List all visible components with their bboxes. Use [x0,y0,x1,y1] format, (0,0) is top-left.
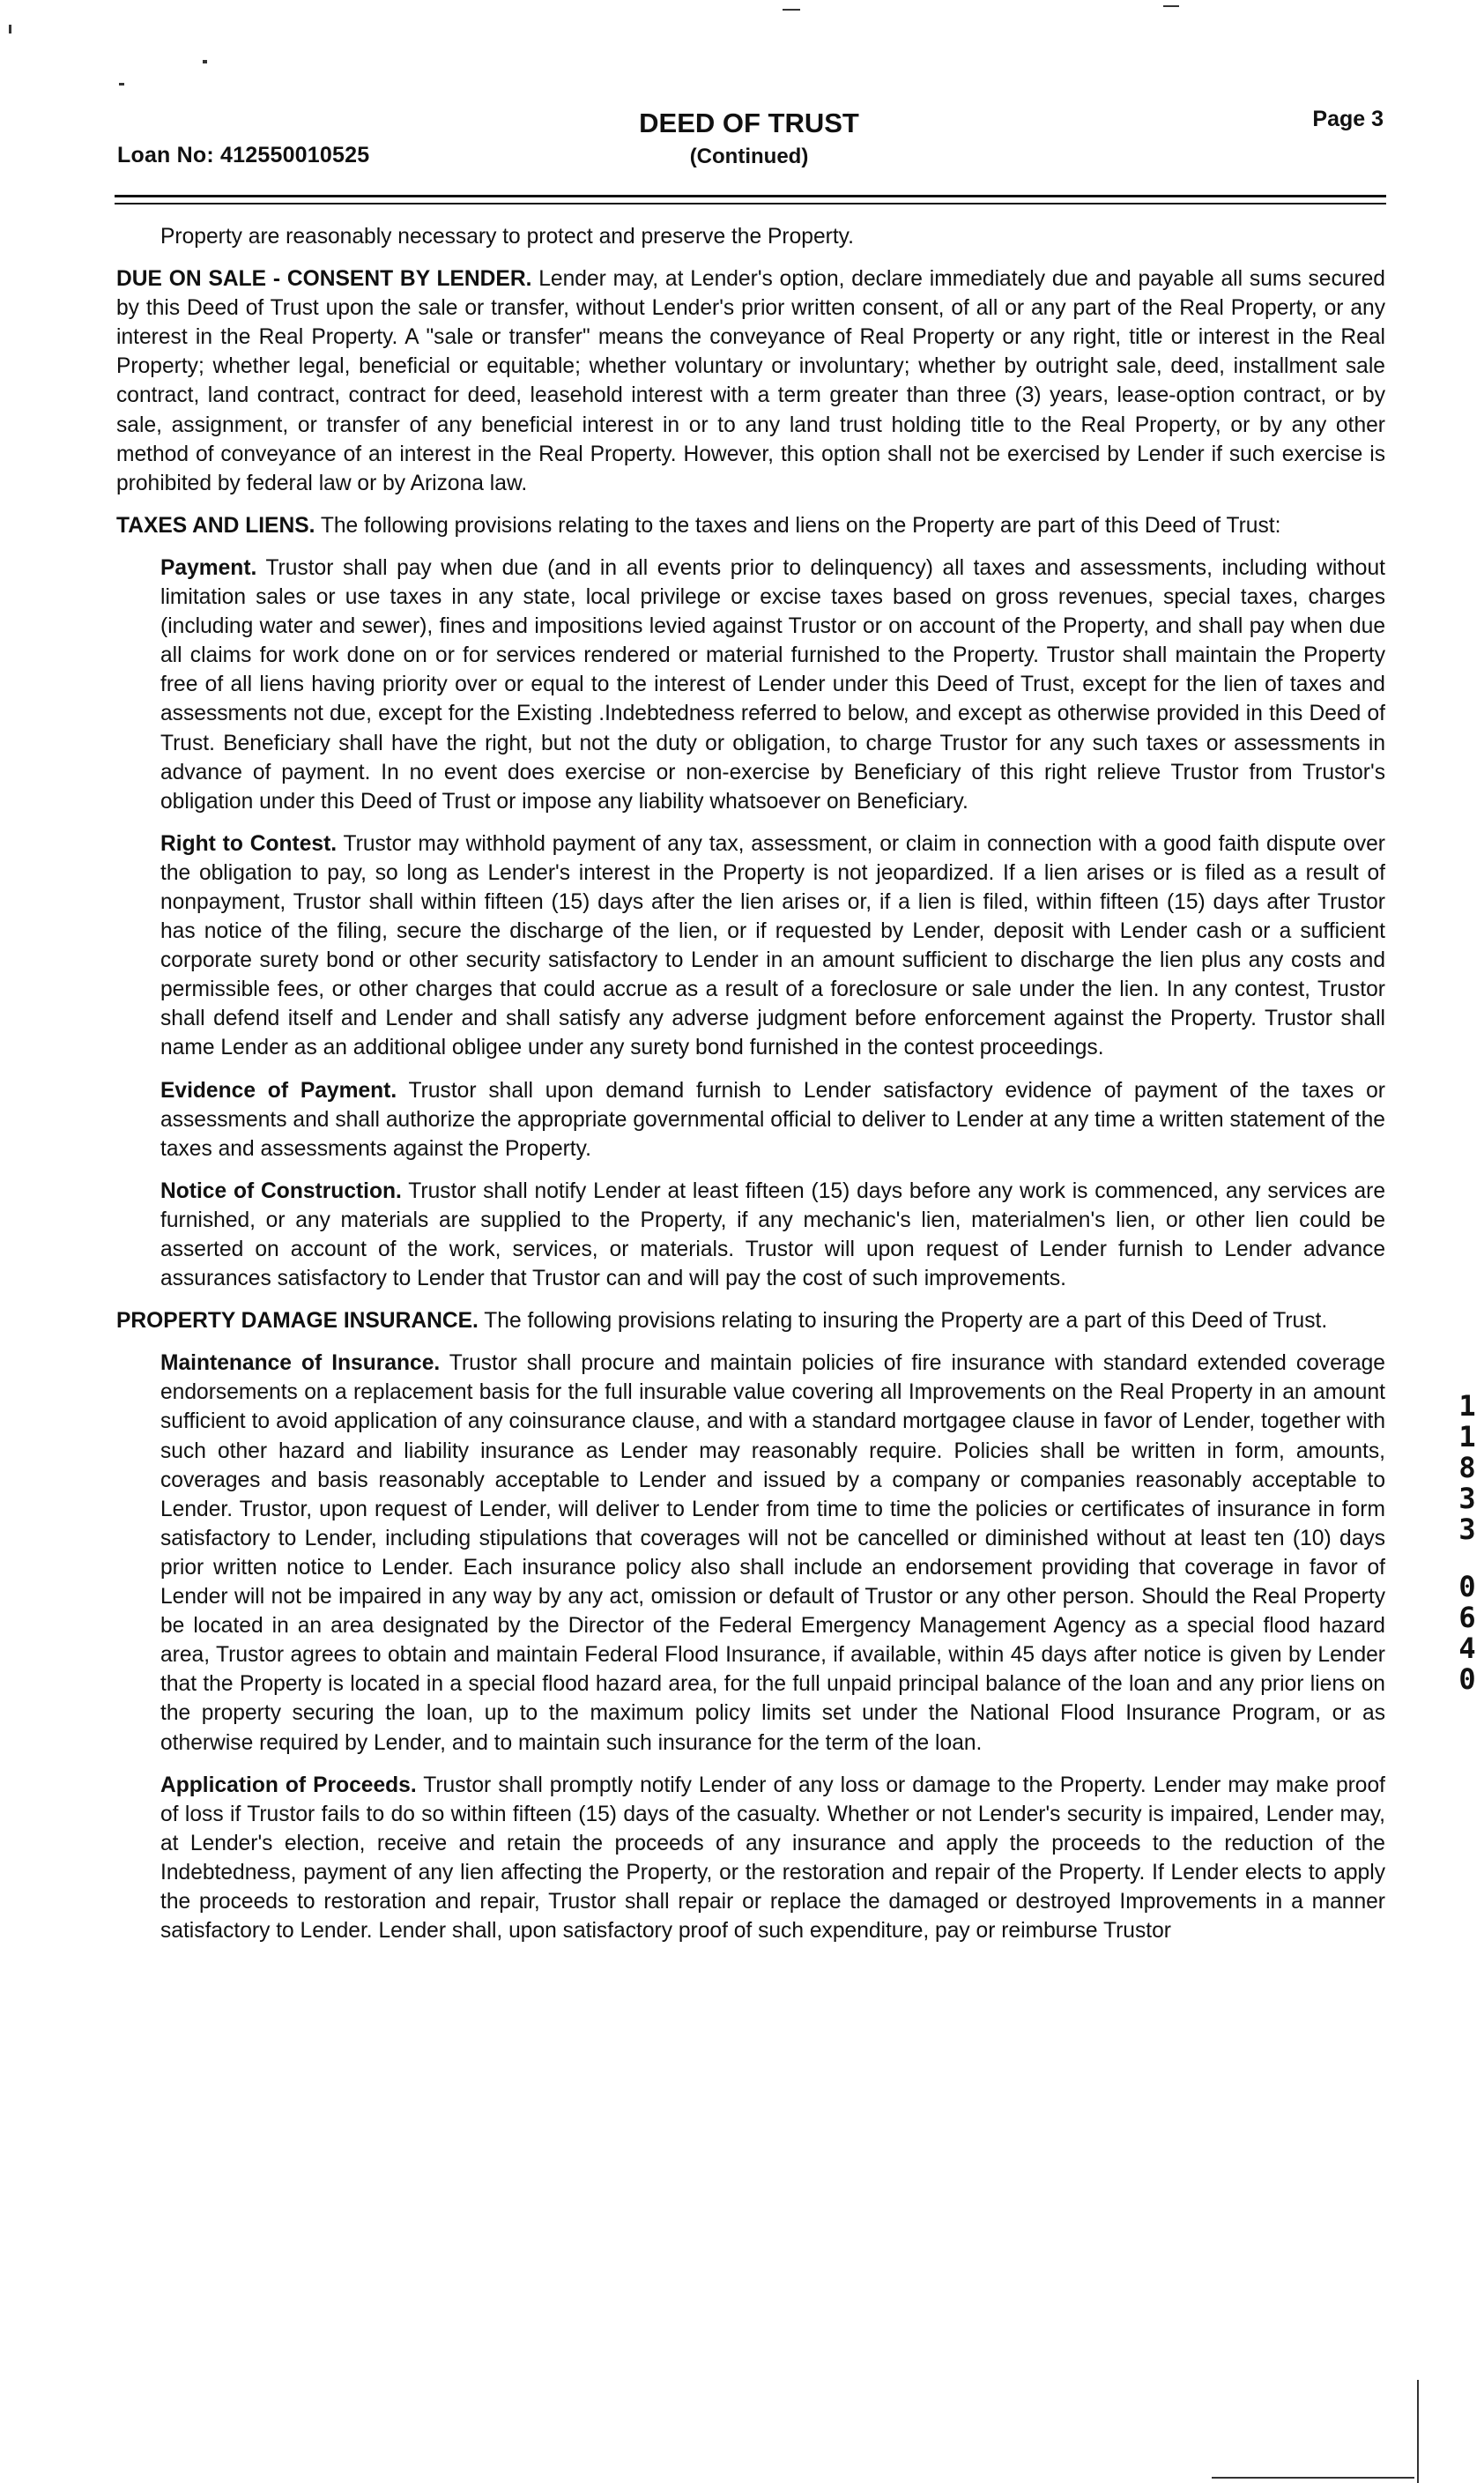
subsection-heading: Payment. [160,555,257,580]
header-rule-bottom [115,203,1386,204]
stamp-digit: 0 [1458,1570,1476,1603]
subsection-text: Trustor shall notify Lender at least fifteen (15) days before any work is commenced, any services are furnished, or any materials are supplied to the Property, if any mechanic's lien, materialmen's lien, or other lien could be asserted on account of the work, services, or materials. Trustor will upon request of Lender furnish to Lender advance assurances satisfactory to Lender that Trustor can and will pay the cost of such improvements. [160,1178,1385,1291]
document-title: DEED OF TRUST [639,108,859,138]
subsection-text: Trustor shall upon demand furnish to Lender satisfactory evidence of payment of the taxes or assessments and shall authorize the appropriate governmental official to deliver to Lender at any time a written statement of the taxes and assessments against the Property. [160,1078,1385,1161]
scan-speck [9,25,11,33]
paragraph-continuation: Property are reasonably necessary to protect and preserve the Property. [160,225,854,249]
subsection-text: Trustor shall pay when due (and in all events prior to delinquency) all taxes and assessments, including without limitation sales or use taxes in any state, local privilege or excise taxes based on gross revenues, special taxes, charges (including water and sewer), fines and impositions levied against Trustor or on account of the Property, and shall pay when due all claims for work done on or for services rendered or material furnished to the Property. Trustor shall maintain the Property free of all liens having priority over or equal to the interest of Lender under this Deed of Trust, except for the lien of taxes and assessments not due, except for the Existing .Indebtedness referred to below, and except as otherwise provided in this Deed of Trust. Beneficiary shall have the right, but not the duty or obligation, to charge Trustor for any such taxes or assessments in advance of payment. In no event does exercise or non-exercise by Beneficiary of this right relieve Trustor from Trustor's obligation under this Deed of Trust or impose any liability whatsoever on Beneficiary. [160,555,1385,814]
subsection-notice-of-construction [160,1177,1385,1293]
stamp-digit: 3 [1458,1513,1476,1546]
stamp-digit: 4 [1458,1632,1476,1665]
subsection-application-of-proceeds [160,1771,1385,1946]
subsection-text: Trustor shall procure and maintain policies of fire insurance with standard extended coverage endorsements on a replacement basis for the full insurable value covering all Improvements on the Real Property in an amount sufficient to avoid application of any coinsurance clause, and with a standard mortgagee clause in favor of Lender, together with such other hazard and liability insurance as Lender may reasonably require. Policies shall be written in form, amounts, coverages and basis reasonably acceptable to Lender and issued by a company or companies reasonably acceptable to Lender. Trustor, upon request of Lender, will deliver to Lender from time to time the policies or certificates of insurance in form satisfactory to Lender, including stipulations that coverages will not be cancelled or diminished without at least ten (10) days prior written notice to Lender. Each insurance policy also shall include an endorsement providing that coverage in favor of Lender will not be impaired in any way by any act, omission or default of Trustor or any other person. Should the Real Property be located in an area designated by the Director of the Federal Emergency Management Agency as a special flood hazard area, Trustor agrees to obtain and maintain Federal Flood Insurance, if available, within 45 days after notice is given by Lender that the Property is located in a special flood hazard area, for the full unpaid principal balance of the loan and any prior liens on the property securing the loan, up to the maximum policy limits set under the National Flood Insurance Program, or as otherwise required by Lender, and to maintain such insurance for the term of the loan. [160,1351,1385,1755]
subsection-heading: Right to Contest. [160,831,338,856]
subsection-evidence-of-payment [160,1076,1385,1163]
section-heading: DUE ON SALE - CONSENT BY LENDER. [116,267,532,292]
subsection-payment [160,554,1385,816]
section-text: Lender may, at Lender's option, declare immediately due and payable all sums secured by this Deed of Trust upon the sale or transfer, without Lender's prior written consent, of all or any part of the Real Property, or any interest in the Real Property. A "sale or transfer" means the conveyance of Real Property or any right, title or interest in the Real Property; whether legal, beneficial or equitable; whether voluntary or involuntary; whether by outright sale, deed, installment sale contract, land contract, contract for deed, leasehold interest with a term greater than three (3) years, lease-option contract, or by sale, assignment, or transfer of any beneficial interest in or to any land trust holding title to the Real Property, or by any other method of conveyance of an interest in the Real Property. However, this option shall not be exercised by Lender if such exercise is prohibited by federal law or by Arizona law. [116,267,1385,495]
subsection-heading: Application of Proceeds. [160,1773,417,1797]
stamp-digit: 0 [1458,1662,1476,1696]
stamp-digit: 8 [1458,1451,1476,1484]
subsection-heading: Evidence of Payment. [160,1078,397,1103]
stamp-digit: 3 [1458,1482,1476,1515]
section-text: The following provisions relating to the taxes and liens on the Property are part of this Deed of Trust: [315,513,1281,538]
recording-stamp [1454,1391,1480,1695]
subsection-text: Trustor shall promptly notify Lender of any loss or damage to the Property. Lender may make proof of loss if Trustor fails to do so within fifteen (15) days of the casualty. Whether or not Lender's security is impaired, Lender may, at Lender's election, receive and retain the proceeds of any insurance and apply the proceeds to the reduction of the Indebtedness, payment of any lien affecting the Property, or the restoration and repair of the Property. If Lender elects to apply the proceeds to restoration and repair, Trustor shall repair or replace the damaged or destroyed Improvements in a manner satisfactory to Lender. Lender shall, upon satisfactory proof of such expenditure, pay or reimburse Trustor [160,1773,1385,1944]
document-body [116,222,1385,1959]
subsection-right-to-contest [160,829,1385,1063]
stamp-digit: 6 [1458,1601,1476,1634]
loan-number: Loan No: 412550010525 [117,143,370,167]
section-heading: TAXES AND LIENS. [116,513,315,538]
subsection-text: Trustor may withhold payment of any tax, assessment, or claim in connection with a good faith dispute over the obligation to pay, so long as Lender's interest in the Property is not jeopardized. If a lien arises or is filed as a result of nonpayment, Trustor shall within fifteen (15) days after the lien arises or, if a lien is filed, within fifteen (15) days after Trustor has notice of the filing, secure the discharge of the lien, or if requested by Lender, deposit with Lender cash or a sufficient corporate surety bond or other security satisfactory to Lender in an amount sufficient to discharge the lien plus any costs and permissible fees, or other charges that could accrue as a result of a foreclosure or sale under the lien. In any contest, Trustor shall defend itself and Lender and shall satisfy any adverse judgment before enforcement against the Property. Trustor shall name Lender as an additional obligee under any surety bond furnished in the contest proceedings. [160,831,1385,1060]
section-property-damage-insurance [116,1306,1385,1335]
scan-speck [203,60,207,63]
section-taxes-and-liens [116,511,1385,540]
scan-edge-line [1417,2380,1419,2483]
scan-speck [1163,5,1179,7]
header-rule-top [115,195,1386,197]
section-due-on-sale [116,264,1385,498]
subsection-maintenance-of-insurance [160,1349,1385,1757]
scan-speck [783,9,800,11]
page-number: Page 3 [1312,107,1384,131]
document-subtitle: (Continued) [689,145,809,168]
section-text: The following provisions relating to insuring the Property are a part of this Deed of Trust. [478,1309,1328,1334]
subsection-heading: Notice of Construction. [160,1178,402,1203]
scan-speck [119,83,124,85]
scan-edge-line [1212,2477,1414,2479]
stamp-digit: 1 [1458,1420,1476,1453]
stamp-digit: 1 [1458,1389,1476,1423]
subsection-heading: Maintenance of Insurance. [160,1351,441,1376]
stamp-gap [1454,1545,1480,1572]
section-heading: PROPERTY DAMAGE INSURANCE. [116,1309,479,1334]
